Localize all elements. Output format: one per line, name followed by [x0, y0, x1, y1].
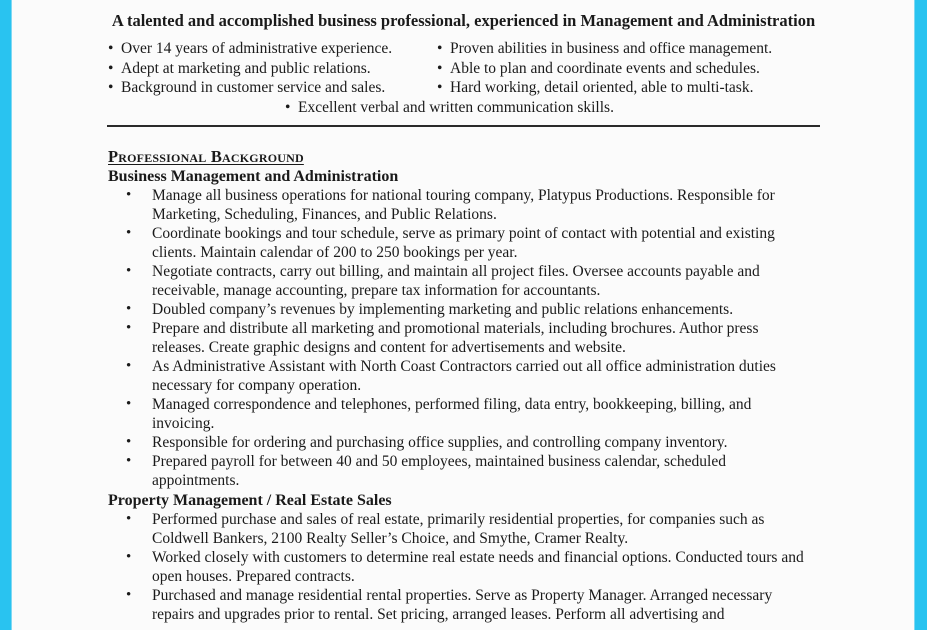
duty-text: Responsible for ordering and purchasing office supplies, and controlling company inventory. — [152, 434, 728, 451]
skills-row — [0, 39, 927, 59]
skill-text: Hard working, detail oriented, able to multi-task. — [450, 79, 754, 96]
duty-text: Prepared payroll for between 40 and 50 employees, maintained business calendar, scheduled appointments. — [152, 453, 726, 489]
duties-list — [108, 186, 808, 490]
skills-row — [0, 59, 927, 79]
duty-item — [108, 452, 812, 490]
bullet-icon: • — [126, 301, 132, 317]
skills-row — [0, 78, 927, 98]
professional-background — [108, 147, 808, 624]
duty-item — [108, 300, 812, 319]
skill-text: Over 14 years of administrative experience. — [121, 40, 393, 57]
duty-text: Doubled company’s revenues by implementing marketing and public relations enhancements. — [152, 301, 734, 318]
bullet-icon: • — [126, 187, 132, 203]
duty-text: As Administrative Assistant with North Coast Contractors carried out all office administration duties necessary for company operation. — [152, 358, 776, 394]
skill-item — [108, 59, 371, 79]
job-section-title: Property Management / Real Estate Sales — [108, 492, 392, 509]
skill-item — [108, 78, 385, 98]
duty-text: Purchased and manage residential rental properties. Serve as Property Manager. Arranged necessary repairs and upgrades prior to rental. Set pricing, arranged leases. Perform all advertising and — [152, 587, 773, 623]
skill-text: Able to plan and coordinate events and schedules. — [450, 59, 760, 77]
duty-text: Negotiate contracts, carry out billing, and maintain all project files. Oversee accounts payable and receivable, manage accounting, prepare tax information for accountants. — [152, 263, 760, 299]
skills-list — [0, 39, 927, 117]
skill-text: Excellent verbal and written communication skills. — [298, 98, 614, 116]
skill-text: Proven abilities in business and office management. — [450, 40, 773, 57]
bullet-icon: • — [126, 587, 132, 603]
duty-text: Worked closely with customers to determine real estate needs and financial options. Conducted tours and open houses. Prepared contracts. — [152, 549, 804, 585]
skill-item — [437, 78, 753, 98]
duty-item — [108, 586, 812, 624]
duty-item — [108, 357, 812, 395]
bullet-icon: • — [126, 511, 132, 527]
summary-title: A talented and accomplished business professional, experienced in Management and Administration — [111, 11, 816, 30]
duty-text: Prepare and distribute all marketing and promotional materials, including brochures. Author press releases. Create graphic designs and content for advertisements and website. — [152, 320, 759, 356]
bullet-icon: • — [126, 358, 132, 374]
skill-item — [437, 59, 760, 79]
bullet-icon: • — [108, 79, 114, 96]
duty-item — [108, 548, 812, 586]
duty-item — [108, 433, 812, 452]
section-header: Professional Background — [108, 147, 304, 166]
bullet-icon: • — [126, 549, 132, 565]
bullet-icon: • — [437, 59, 443, 77]
duties-list — [108, 510, 808, 624]
bullet-icon: • — [126, 320, 132, 336]
duty-item — [108, 395, 812, 433]
bullet-icon: • — [126, 453, 132, 469]
duty-item — [108, 186, 812, 224]
duty-text: Coordinate bookings and tour schedule, serve as primary point of contact with potential and existing clients. Maintain calendar of 200 to 250 bookings per year. — [152, 225, 775, 261]
bullet-icon: • — [126, 396, 132, 412]
bullet-icon: • — [108, 59, 114, 77]
skill-item — [437, 39, 772, 59]
bullet-icon: • — [437, 79, 443, 96]
duty-text: Manage all business operations for national touring company, Platypus Productions. Responsible for Marketing, Scheduling, Finances, and Public Relations. — [152, 187, 775, 223]
skill-item — [285, 98, 614, 118]
skills-row — [0, 98, 927, 118]
bullet-icon: • — [126, 225, 132, 241]
bullet-icon: • — [126, 434, 132, 450]
bullet-icon: • — [285, 98, 291, 116]
section-divider — [107, 125, 820, 127]
bullet-icon: • — [108, 40, 114, 57]
bullet-icon: • — [437, 40, 443, 57]
skill-text: Adept at marketing and public relations. — [121, 59, 371, 77]
duty-text: Managed correspondence and telephones, performed filing, data entry, bookkeeping, billing, and invoicing. — [152, 396, 752, 432]
duty-item — [108, 319, 812, 357]
bullet-icon: • — [126, 263, 132, 279]
duty-item — [108, 224, 812, 262]
duty-text: Performed purchase and sales of real estate, primarily residential properties, for companies such as Coldwell Bankers, 2100 Realty Seller’s Choice, and Smythe, Cramer Realty. — [152, 511, 765, 547]
job-section-title: Business Management and Administration — [108, 168, 399, 185]
skill-item — [108, 39, 392, 59]
skill-text: Background in customer service and sales. — [121, 79, 386, 96]
duty-item — [108, 262, 812, 300]
duty-item — [108, 510, 812, 548]
